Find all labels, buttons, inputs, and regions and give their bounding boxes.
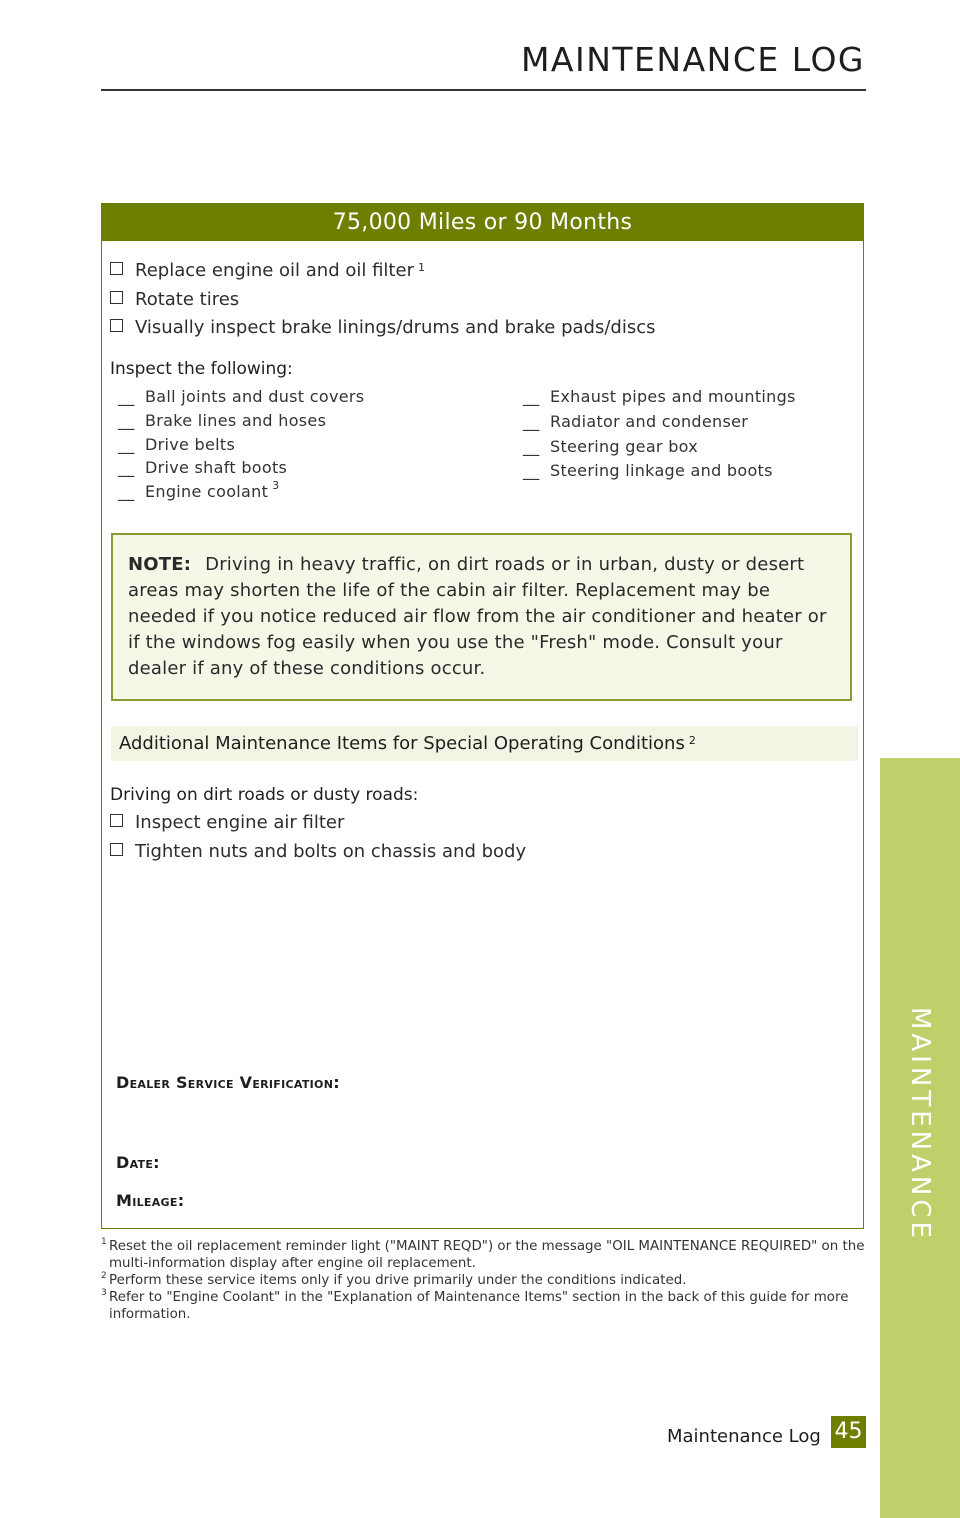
inspect-item-label: Radiator and condenser (550, 411, 749, 431)
inspect-item: __ Steering linkage and boots (523, 461, 773, 481)
inspect-item-label: Drive shaft boots (145, 458, 288, 478)
additional-maintenance-heading (111, 726, 858, 761)
checklist-item-label: Visually inspect brake linings/drums and brake pads/discs (135, 317, 656, 339)
note-paragraph (128, 552, 836, 682)
dirt-roads-checklist (110, 809, 526, 866)
footnote-mark: 1 (101, 1237, 107, 1247)
footnote-ref: 1 (417, 261, 425, 274)
checklist-item[interactable] (110, 809, 526, 838)
title-rule (101, 89, 866, 91)
checkbox-icon[interactable] (110, 262, 123, 275)
checkbox-icon[interactable] (110, 291, 123, 304)
mileage-label: Mileage: (116, 1191, 185, 1210)
inspect-item: __ Steering gear box (523, 436, 699, 456)
inspect-item-label: Ball joints and dust covers (145, 387, 365, 406)
inspect-item: __ Radiator and condenser (523, 411, 749, 431)
inspect-item-label: Engine coolant (145, 482, 269, 502)
page-title: MAINTENANCE LOG (520, 40, 865, 79)
page-number: 45 (831, 1416, 866, 1448)
service-checklist (110, 257, 656, 343)
checklist-item[interactable] (110, 257, 656, 286)
footnote (101, 1238, 866, 1272)
checklist-item-label: Replace engine oil and oil filter (135, 260, 414, 281)
footnote-text: Perform these service items only if you drive primarily under the conditions indicated. (109, 1273, 687, 1288)
section-side-tab-label: MAINTENANCE (905, 1007, 935, 1242)
checkbox-icon[interactable] (110, 319, 123, 332)
inspect-item-label: Exhaust pipes and mountings (550, 387, 796, 406)
checklist-item[interactable] (110, 314, 656, 343)
checkbox-icon[interactable] (110, 814, 123, 827)
footer-section-label: Maintenance Log (667, 1426, 821, 1447)
inspect-item: __ Engine coolant $^3$ (118, 479, 280, 502)
inspect-list-right (523, 387, 796, 486)
inspect-item-label: Steering linkage and boots (550, 461, 773, 481)
inspect-item: __ Drive shaft boots (118, 458, 288, 478)
additional-heading-label: Additional Maintenance Items for Special Operating Conditions (119, 733, 685, 754)
footnote-ref: 2 (688, 734, 696, 747)
footnote-text: Refer to "Engine Coolant" in the "Explanation of Maintenance Items" section in the back of this guide for more information. (109, 1290, 849, 1322)
inspect-list-left (118, 387, 364, 506)
inspect-item: __ Brake lines and hoses (118, 410, 327, 430)
inspect-item: __ Exhaust pipes and mountings (523, 387, 796, 406)
checklist-item[interactable] (110, 838, 526, 867)
footnotes (101, 1238, 866, 1323)
cabin-filter-note (111, 533, 852, 701)
checkbox-icon[interactable] (110, 843, 123, 856)
dirt-roads-heading: Driving on dirt roads or dusty roads: (110, 785, 419, 805)
footnote-mark: 3 (101, 1288, 107, 1298)
footnote-mark: 2 (101, 1271, 107, 1281)
maintenance-log-box (101, 203, 864, 1229)
footnote-ref: 3 (272, 479, 280, 493)
inspect-item: __ Drive belts (118, 434, 236, 454)
note-text: Driving in heavy traffic, on dirt roads or in urban, dusty or desert areas may shorten the life of the cabin air filter. Replacement may be needed if you notice reduced air flow from the air conditioner and heater or if the windows fog easily when you use the "Fresh" mode. Consult your dealer if any of these conditions occur. (128, 554, 827, 679)
inspect-item-label: Drive belts (145, 434, 236, 454)
inspect-item-label: Steering gear box (550, 436, 699, 456)
checklist-item-label: Rotate tires (135, 288, 240, 310)
log-header: 75,000 Miles or 90 Months (102, 204, 863, 241)
dealer-verification-label: Dealer Service Verification: (116, 1073, 340, 1092)
date-label: Date: (116, 1153, 160, 1172)
footnote (101, 1289, 866, 1323)
inspect-item-label: Brake lines and hoses (145, 410, 327, 430)
footnote (101, 1272, 866, 1289)
inspect-heading: Inspect the following: (110, 359, 293, 379)
inspect-item: __ Ball joints and dust covers (118, 387, 365, 406)
checklist-item-label: Inspect engine air filter (135, 812, 345, 833)
note-label: NOTE: (128, 554, 192, 575)
checklist-item-label: Tighten nuts and bolts on chassis and body (135, 840, 527, 862)
footnote-text: Reset the oil replacement reminder light ("MAINT REQD") or the message "OIL MAINTENANCE REQUIRED" on the multi-information display after engine oil replacement. (109, 1239, 865, 1271)
checklist-item[interactable] (110, 286, 656, 315)
